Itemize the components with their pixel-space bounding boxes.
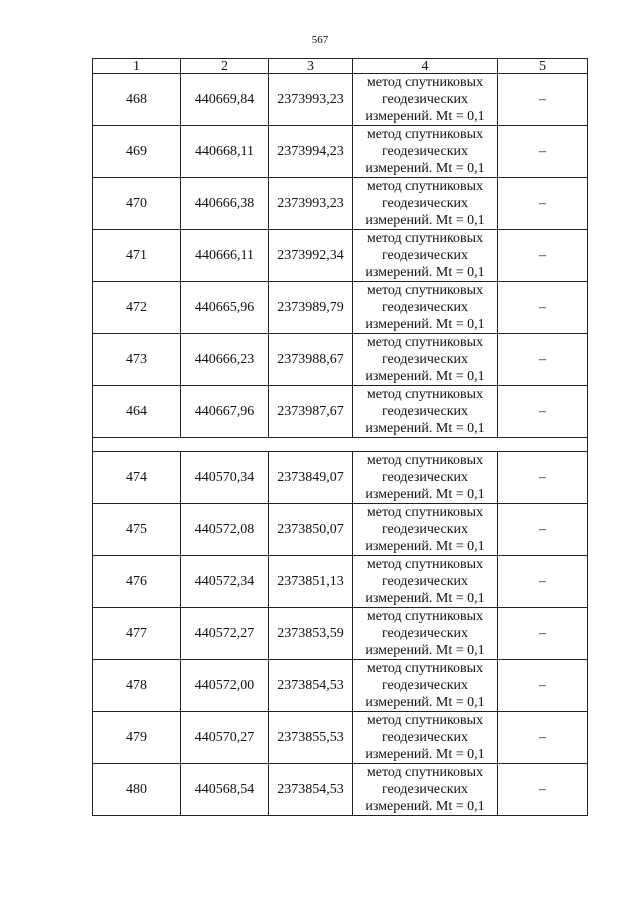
method-cell: метод спутниковых геодезических измерений. Mt = 0,1 — [353, 660, 498, 712]
table-row — [93, 74, 588, 126]
separator-cell — [93, 438, 588, 452]
method-cell: метод спутниковых геодезических измерений. Mt = 0,1 — [353, 556, 498, 608]
x-coordinate-cell: 440568,54 — [181, 764, 269, 816]
table-row — [93, 660, 588, 712]
y-coordinate-cell: 2373855,53 — [269, 712, 353, 764]
x-coordinate-cell: 440666,11 — [181, 230, 269, 282]
note-cell: – — [498, 452, 588, 504]
note-cell: – — [498, 556, 588, 608]
table-row — [93, 504, 588, 556]
y-coordinate-cell: 2373989,79 — [269, 282, 353, 334]
column-header-5: 5 — [498, 59, 588, 74]
point-number-cell: 475 — [93, 504, 181, 556]
table-row — [93, 334, 588, 386]
table-row — [93, 608, 588, 660]
table-row — [93, 712, 588, 764]
table-row — [93, 178, 588, 230]
y-coordinate-cell: 2373987,67 — [269, 386, 353, 438]
note-cell: – — [498, 282, 588, 334]
x-coordinate-cell: 440572,08 — [181, 504, 269, 556]
table-row — [93, 282, 588, 334]
x-coordinate-cell: 440570,27 — [181, 712, 269, 764]
column-header-3: 3 — [269, 59, 353, 74]
table-body — [93, 74, 588, 816]
point-number-cell: 472 — [93, 282, 181, 334]
x-coordinate-cell: 440667,96 — [181, 386, 269, 438]
method-cell: метод спутниковых геодезических измерений. Mt = 0,1 — [353, 334, 498, 386]
point-number-cell: 474 — [93, 452, 181, 504]
note-cell: – — [498, 178, 588, 230]
note-cell: – — [498, 504, 588, 556]
table-row — [93, 230, 588, 282]
method-cell: метод спутниковых геодезических измерений. Mt = 0,1 — [353, 230, 498, 282]
y-coordinate-cell: 2373993,23 — [269, 74, 353, 126]
method-cell: метод спутниковых геодезических измерений. Mt = 0,1 — [353, 386, 498, 438]
x-coordinate-cell: 440572,34 — [181, 556, 269, 608]
header-row — [93, 59, 588, 74]
x-coordinate-cell: 440666,23 — [181, 334, 269, 386]
table-row — [93, 386, 588, 438]
method-cell: метод спутниковых геодезических измерений. Mt = 0,1 — [353, 608, 498, 660]
column-header-4: 4 — [353, 59, 498, 74]
x-coordinate-cell: 440665,96 — [181, 282, 269, 334]
table-row — [93, 126, 588, 178]
x-coordinate-cell: 440669,84 — [181, 74, 269, 126]
x-coordinate-cell: 440572,00 — [181, 660, 269, 712]
x-coordinate-cell: 440666,38 — [181, 178, 269, 230]
note-cell: – — [498, 230, 588, 282]
page-number: 567 — [311, 34, 329, 46]
point-number-cell: 473 — [93, 334, 181, 386]
method-cell: метод спутниковых геодезических измерений. Mt = 0,1 — [353, 504, 498, 556]
x-coordinate-cell: 440570,34 — [181, 452, 269, 504]
y-coordinate-cell: 2373850,07 — [269, 504, 353, 556]
x-coordinate-cell: 440668,11 — [181, 126, 269, 178]
point-number-cell: 480 — [93, 764, 181, 816]
method-cell: метод спутниковых геодезических измерений. Mt = 0,1 — [353, 74, 498, 126]
point-number-cell: 468 — [93, 74, 181, 126]
note-cell: – — [498, 74, 588, 126]
y-coordinate-cell: 2373853,59 — [269, 608, 353, 660]
separator-row — [93, 438, 588, 452]
column-header-2: 2 — [181, 59, 269, 74]
y-coordinate-cell: 2373854,53 — [269, 660, 353, 712]
note-cell: – — [498, 334, 588, 386]
method-cell: метод спутниковых геодезических измерений. Mt = 0,1 — [353, 712, 498, 764]
point-number-cell: 470 — [93, 178, 181, 230]
note-cell: – — [498, 660, 588, 712]
point-number-cell: 476 — [93, 556, 181, 608]
table-row — [93, 764, 588, 816]
y-coordinate-cell: 2373849,07 — [269, 452, 353, 504]
method-cell: метод спутниковых геодезических измерений. Mt = 0,1 — [353, 764, 498, 816]
column-header-1: 1 — [93, 59, 181, 74]
y-coordinate-cell: 2373854,53 — [269, 764, 353, 816]
method-cell: метод спутниковых геодезических измерений. Mt = 0,1 — [353, 452, 498, 504]
table-row — [93, 556, 588, 608]
y-coordinate-cell: 2373851,13 — [269, 556, 353, 608]
x-coordinate-cell: 440572,27 — [181, 608, 269, 660]
point-number-cell: 469 — [93, 126, 181, 178]
note-cell: – — [498, 386, 588, 438]
y-coordinate-cell: 2373993,23 — [269, 178, 353, 230]
point-number-cell: 478 — [93, 660, 181, 712]
note-cell: – — [498, 712, 588, 764]
note-cell: – — [498, 764, 588, 816]
table-row — [93, 452, 588, 504]
method-cell: метод спутниковых геодезических измерений. Mt = 0,1 — [353, 282, 498, 334]
method-cell: метод спутниковых геодезических измерений. Mt = 0,1 — [353, 126, 498, 178]
note-cell: – — [498, 126, 588, 178]
y-coordinate-cell: 2373994,23 — [269, 126, 353, 178]
point-number-cell: 464 — [93, 386, 181, 438]
note-cell: – — [498, 608, 588, 660]
point-number-cell: 477 — [93, 608, 181, 660]
y-coordinate-cell: 2373988,67 — [269, 334, 353, 386]
point-number-cell: 479 — [93, 712, 181, 764]
method-cell: метод спутниковых геодезических измерений. Mt = 0,1 — [353, 178, 498, 230]
coordinates-table — [92, 58, 588, 816]
point-number-cell: 471 — [93, 230, 181, 282]
y-coordinate-cell: 2373992,34 — [269, 230, 353, 282]
